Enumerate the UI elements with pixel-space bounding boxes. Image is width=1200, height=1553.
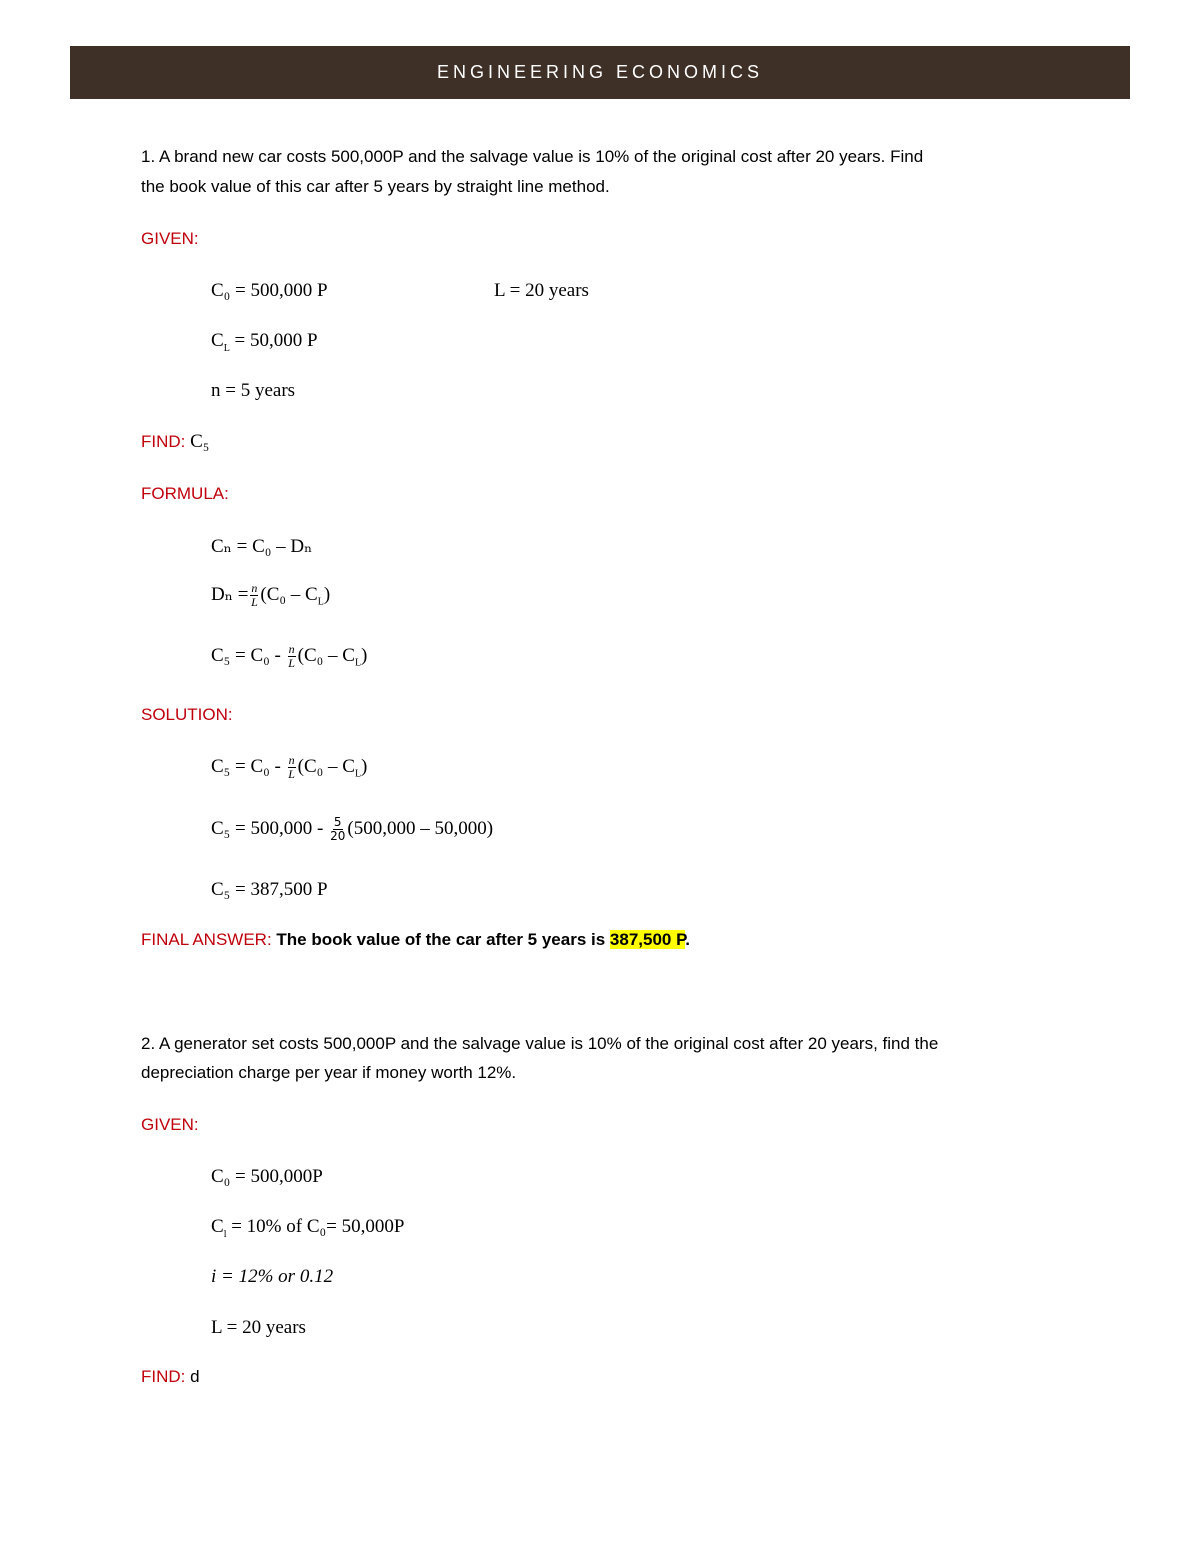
problem2-given-c0: C₀ = 500,000P [211, 1166, 323, 1187]
problem1-given-c0: C₀ = 500,000 P [211, 280, 328, 301]
problem2-question-line1: 2. A generator set costs 500,000P and the salvage value is 10% of the original cost after 20 years, find the [141, 1034, 939, 1053]
formula-book-value: Cₙ = C₀ – Dₙ [211, 536, 313, 557]
problem2-find: FIND: d [141, 1367, 200, 1386]
solution-step2: C₅ = 500,000 - $\frac{5}{20}$ (500,000 – 50,000) [211, 815, 494, 843]
problem1-given-life: L = 20 years [494, 280, 589, 301]
problem2-given-label: GIVEN: [141, 1115, 199, 1134]
problem1-question-line1: 1. A brand new car costs 500,000P and the salvage value is 10% of the original cost after 20 years. Find [141, 147, 924, 166]
solution-result: C₅ = 387,500 P [211, 879, 328, 900]
problem2-given-cl: $C_l = 10\%$ of C₀= 50,000P [211, 1216, 405, 1240]
formula-depreciation: Dₙ = $\frac{n}{L}$ $(C_0 - C_L)$ [211, 581, 331, 609]
header-title: ENGINEERING ECONOMICS [436, 62, 764, 82]
problem1-solution-label: SOLUTION: [141, 705, 233, 724]
problem1-given-cl: $C_L = 50,000$ P [211, 330, 318, 354]
problem1-final-answer: FINAL ANSWER: The book value of the car after 5 years is 387,500 P. [141, 930, 690, 949]
problem2-given-rate: i = 12% or 0.12 [211, 1266, 334, 1287]
solution-step1: C₅ = C₀ - $\frac{n}{L}$ $(C_0 - C_L)$ [211, 753, 368, 781]
problem1-given-label: GIVEN: [141, 229, 199, 248]
problem1-formula-label: FORMULA: [141, 484, 229, 503]
problem1-find: FIND: C₅ [141, 431, 210, 452]
document-header [70, 46, 1130, 99]
final-answer-value: 387,500 P [609, 930, 686, 949]
problem1-given-n: n = 5 years [211, 380, 296, 401]
problem2-given-life: L = 20 years [211, 1317, 306, 1338]
problem2-question-line2: depreciation charge per year if money worth 12%. [141, 1063, 517, 1082]
problem1-question-line2: the book value of this car after 5 years by straight line method. [141, 177, 610, 196]
formula-c5: C₅ = C₀ - $\frac{n}{L}$ $(C_0 - C_L)$ [211, 642, 368, 670]
